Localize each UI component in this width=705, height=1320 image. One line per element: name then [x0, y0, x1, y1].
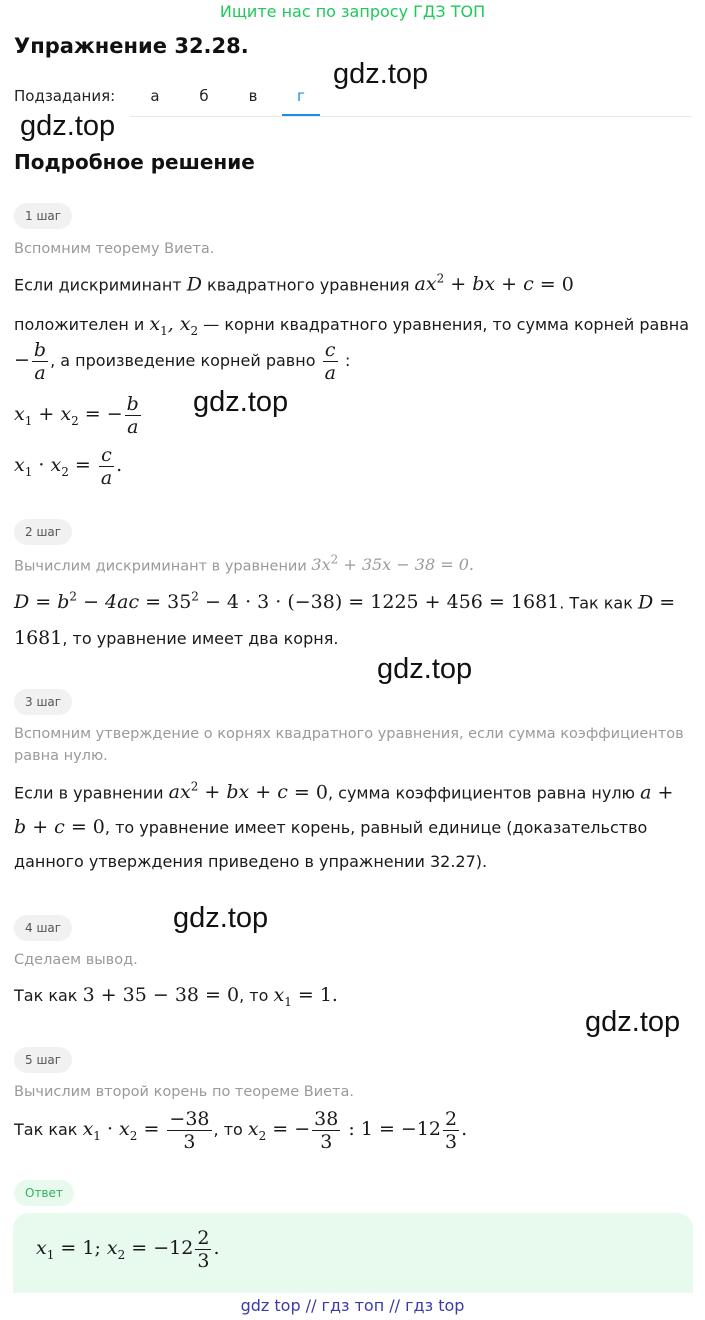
step-text: Так как 3 + 35 − 38 = 0, то $x_1 = 1$. — [14, 984, 338, 1009]
subtasks-label: Подзадания: — [14, 87, 116, 105]
step-text: Если дискриминант D квадратного уравнения $ax^2$ + bx + c = 0 — [14, 272, 574, 296]
step-intro: равна нулю. — [14, 748, 108, 764]
answer-badge: Ответ — [14, 1180, 74, 1206]
step-intro: Сделаем вывод. — [14, 952, 138, 968]
section-title: Подробное решение — [14, 150, 255, 174]
step-text: 1681, то уравнение имеет два корня. — [14, 627, 339, 649]
step-text: b + c = 0, то уравнение имеет корень, равный единице (доказательство — [14, 816, 648, 838]
step-text: − $\frac{b}{a}$ , а произведение корней равно $\frac{c}{a}$ : — [14, 339, 351, 384]
step-text: $D = b^2 - 4ac = 35^2 - 4 \cdot 3 \cdot (-38) = 1225 + 456 = 1681$. Так как D = — [14, 590, 676, 614]
watermark: gdz.top — [193, 386, 289, 418]
watermark: gdz.top — [173, 902, 269, 934]
watermark: gdz.top — [333, 58, 429, 90]
step-text: положителен и $x_1$, $x_2$ — корни квадратного уравнения, то сумма корней равна — [14, 313, 690, 338]
step-badge: 5 шаг — [14, 1047, 72, 1073]
step-text: Если в уравнении $ax^2$ + bx + c = 0, сумма коэффициентов равна нулю a + — [14, 780, 674, 804]
formula: $x_1 + x_2$ = − $\frac{b}{a}$ — [14, 393, 139, 438]
watermark: gdz.top — [20, 110, 116, 142]
watermark: gdz.top — [585, 1006, 681, 1038]
watermark: gdz.top — [377, 653, 473, 685]
formula: $x_1 \cdot x_2$ = $\frac{c}{a}$ . — [14, 444, 123, 489]
tab-v[interactable]: в — [248, 87, 258, 105]
tab-b[interactable]: б — [199, 87, 209, 105]
step-intro: Вычислим дискриминант в уравнении $3x^2 + 35x - 38 = 0$. — [14, 553, 474, 575]
tabs-divider — [130, 116, 692, 117]
tab-a[interactable]: а — [150, 87, 160, 105]
answer-formula: $x_1 = 1$; $x_2 = -12$ $\frac{2}{3}$ . — [36, 1227, 220, 1272]
active-tab-indicator — [282, 114, 320, 116]
step-intro: Вспомним теорему Виета. — [14, 241, 215, 257]
top-banner: Ищите нас по запросу ГДЗ ТОП — [219, 2, 486, 21]
answer-box — [13, 1213, 693, 1293]
step-badge: 2 шаг — [14, 519, 72, 545]
step-text: данного утверждения приведено в упражнении 32.27). — [14, 852, 488, 871]
step-intro: Вспомним утверждение о корнях квадратного уравнения, если сумма коэффициентов — [14, 726, 684, 742]
step-intro: Вычислим второй корень по теореме Виета. — [14, 1084, 354, 1100]
step-badge: 1 шаг — [14, 203, 72, 229]
footer-links[interactable]: gdz top // гдз топ // гдз top — [240, 1296, 465, 1315]
step-badge: 3 шаг — [14, 689, 72, 715]
step-text: Так как $x_1 \cdot x_2$ = $\frac{-38}{3}$ , то $x_2$ = − $\frac{38}{3}$ : 1 = −12 $\frac{2}{3}$ . — [14, 1108, 468, 1153]
page-title: Упражнение 32.28. — [14, 34, 249, 58]
step-badge: 4 шаг — [14, 915, 72, 941]
tab-g[interactable]: г — [297, 87, 305, 105]
